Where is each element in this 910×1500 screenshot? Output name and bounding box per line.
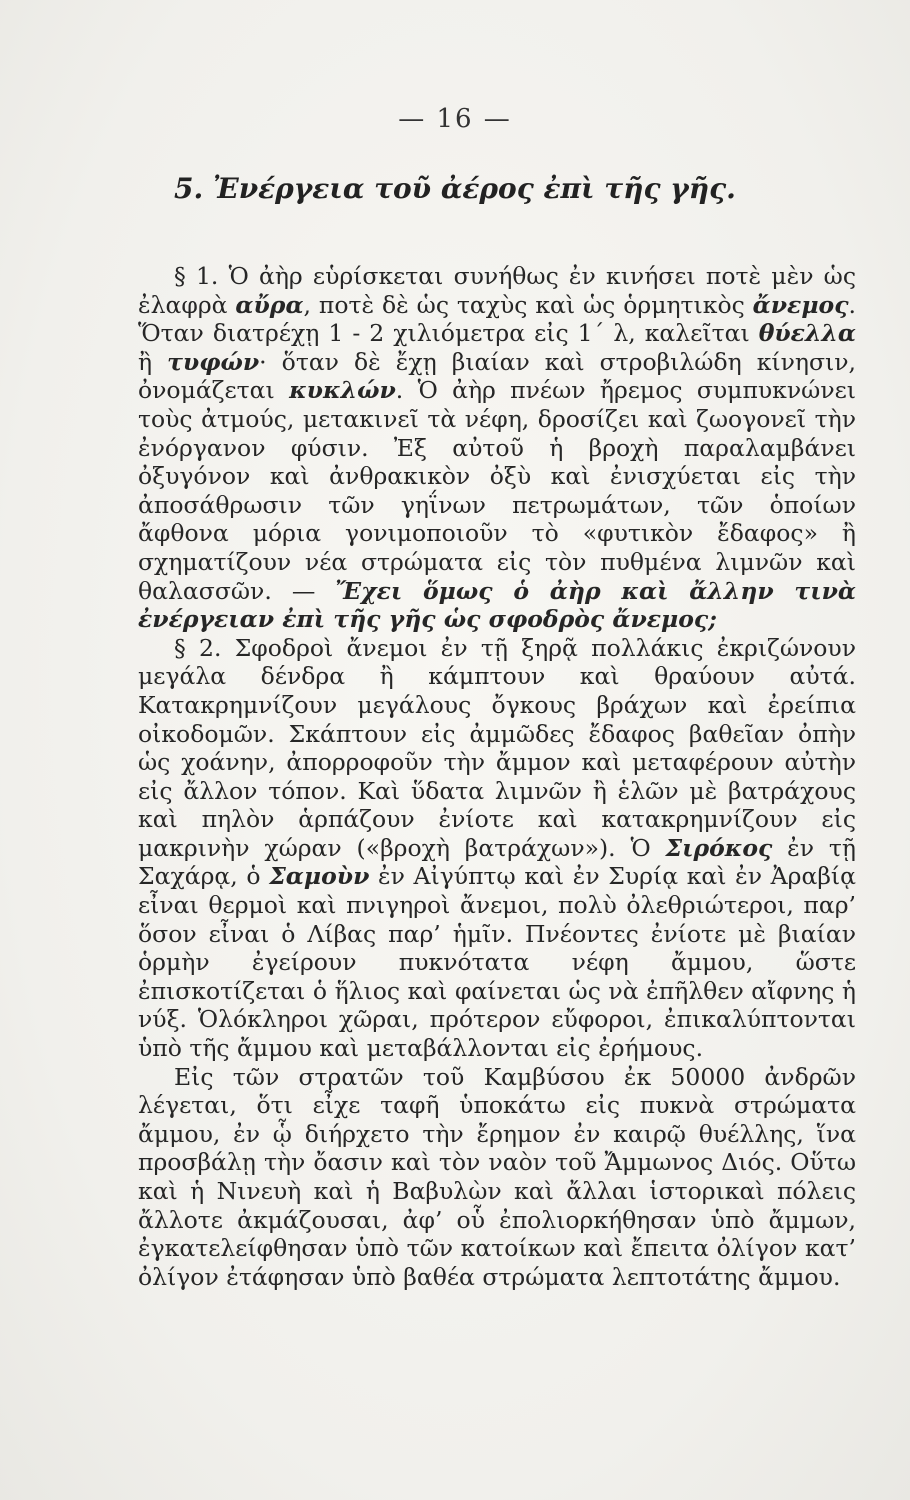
text-run: , ποτὲ δὲ ὡς ταχὺς καὶ ὡς ὁρμητικὸς [303,290,753,319]
text-run: Σφοδροὶ ἄνεμοι ἐν τῇ ξηρᾷ πολλάκις ἐκριζώνουν μεγάλα δένδρα ἢ κάμπτουν καὶ θραύουν αὐτά. Κατακρημνίζουν μεγάλους ὄγκους βράχων καὶ ἐρείπια οἰκοδομῶν. Σκάπτουν εἰς ἀμμῶδες ἔδαφος βαθεῖαν ὀπὴν ὡς χοάνην, ἀπορροφοῦν τὴν ἄμμον καὶ μεταφέρουν αὐτὴν εἰς ἄλλον τόπον. Καὶ ὕδατα λιμνῶν ἢ ἑλῶν μὲ βατράχους καὶ πηλὸν ἁρπάζουν ἐνίοτε καὶ κατακρημνίζουν εἰς μακρινὴν χώραν («βροχὴ βατράχων»). Ὁ [138,633,856,862]
emphasized-term: θύελλα [758,319,856,348]
text-run: Εἰς τῶν στρατῶν τοῦ Καμβύσου ἐκ 50000 ἀνδρῶν λέγεται, ὅτι εἶχε ταφῆ ὑποκάτω εἰς πυκνὰ στρώματα ἄμμου, ἐν ᾧ διήρχετο τὴν ἔρημον ἐν καιρῷ θυέλλης, ἵνα προσβάλῃ τὴν ὄασιν καὶ τὸν ναὸν τοῦ Ἄμμωνος Διός. Οὕτω καὶ ἡ Νινευὴ καὶ ἡ Βαβυλὼν καὶ ἄλλαι ἱστορικαὶ πόλεις ἄλλοτε ἀκμάζουσαι, ἀφ’ οὗ ἐπολιορκήθησαν ὑπὸ ἄμμων, ἐγκατελείφθησαν ὑπὸ τῶν κατοίκων καὶ ἔπειτα ὀλίγον κατ’ ὀλίγον ἐτάφησαν ὑπὸ βαθέα στρώματα λεπτοτάτης ἄμμου. [138,1062,856,1291]
text-run: ἐν τῇ Σαχάρᾳ, ὁ [138,833,856,891]
paragraph [138,1063,856,1292]
text-run: . Ὅταν διατρέχῃ 1 - 2 χιλιόμετρα εἰς 1΄ λ, καλεῖται [138,290,857,348]
text-run: . Ὁ ἀὴρ πνέων ἤρεμος συμπυκνώνει τοὺς ἀτμούς, μετακινεῖ τὰ νέφη, δροσίζει καὶ ζωογονεῖ τὴν ἐνόργανον φύσιν. Ἐξ αὐτοῦ ἡ βροχὴ παραλαμβάνει ὀξυγόνον καὶ ἀνθρακικὸν ὀξὺ καὶ ἐνισχύεται εἰς τὴν ἀποσάθρωσιν τῶν γηΐνων πετρωμάτων, τῶν ὁποίων ἄφθονα μόρια γονιμοποιοῦν τὸ «φυτικὸν ἔδαφος» ἢ σχηματίζουν νέα στρώματα εἰς τὸν πυθμένα λιμνῶν καὶ θαλασσῶν. — [138,376,856,605]
emphasized-term: αὔρα [235,290,304,319]
emphasized-term: τυφών [167,347,260,376]
emphasized-term: Σαμοὺν [269,862,370,891]
body-text [138,262,856,1291]
paragraph [138,634,856,1063]
question-sentence: Ἔχει ὅμως ὁ ἀὴρ καὶ ἄλλην τινὰ ἐνέργειαν ἐπὶ τῆς γῆς ὡς σφοδρὸς ἄνεμος; [138,576,856,634]
page-number: — 16 — [398,104,512,134]
section-mark: § 2. [174,633,222,662]
text-run: ἢ [138,347,168,376]
emphasized-term: Σιρόκος [665,833,773,862]
emphasized-term: κυκλών [289,376,396,405]
section-title: 5. Ἐνέργεια τοῦ ἀέρος ἐπὶ τῆς γῆς. [174,172,736,205]
text-run: Ὁ ἀὴρ εὑρίσκεται συνήθως ἐν κινήσει ποτὲ μὲν ὡς ἐλαφρὰ [138,262,856,319]
paragraph [138,262,856,634]
text-run: · ὅταν δὲ ἔχῃ βιαίαν καὶ στροβιλώδη κίνησιν, ὀνομάζεται [138,347,856,405]
section-mark: § 1. [174,262,219,290]
emphasized-term: ἄνεμος [752,290,849,319]
text-run: ἐν Αἰγύπτῳ καὶ ἐν Συρίᾳ καὶ ἐν Ἀραβίᾳ εἶναι θερμοὶ καὶ πνιγηροὶ ἄνεμοι, πολὺ ὀλεθριώτεροι, παρ’ ὅσον εἶναι ὁ Λίβας παρ’ ἡμῖν. Πνέοντες ἐνίοτε μὲ βιαίαν ὁρμὴν ἐγείρουν πυκνότατα νέφη ἄμμου, ὥστε ἐπισκοτίζεται ὁ ἥλιος καὶ φαίνεται ὡς νὰ ἐπῆλθεν αἴφνης ἡ νύξ. Ὁλόκληροι χῶραι, πρότερον εὔφοροι, ἐπικαλύπτονται ὑπὸ τῆς ἄμμου καὶ μεταβάλλονται εἰς ἐρήμους. [138,862,856,1063]
